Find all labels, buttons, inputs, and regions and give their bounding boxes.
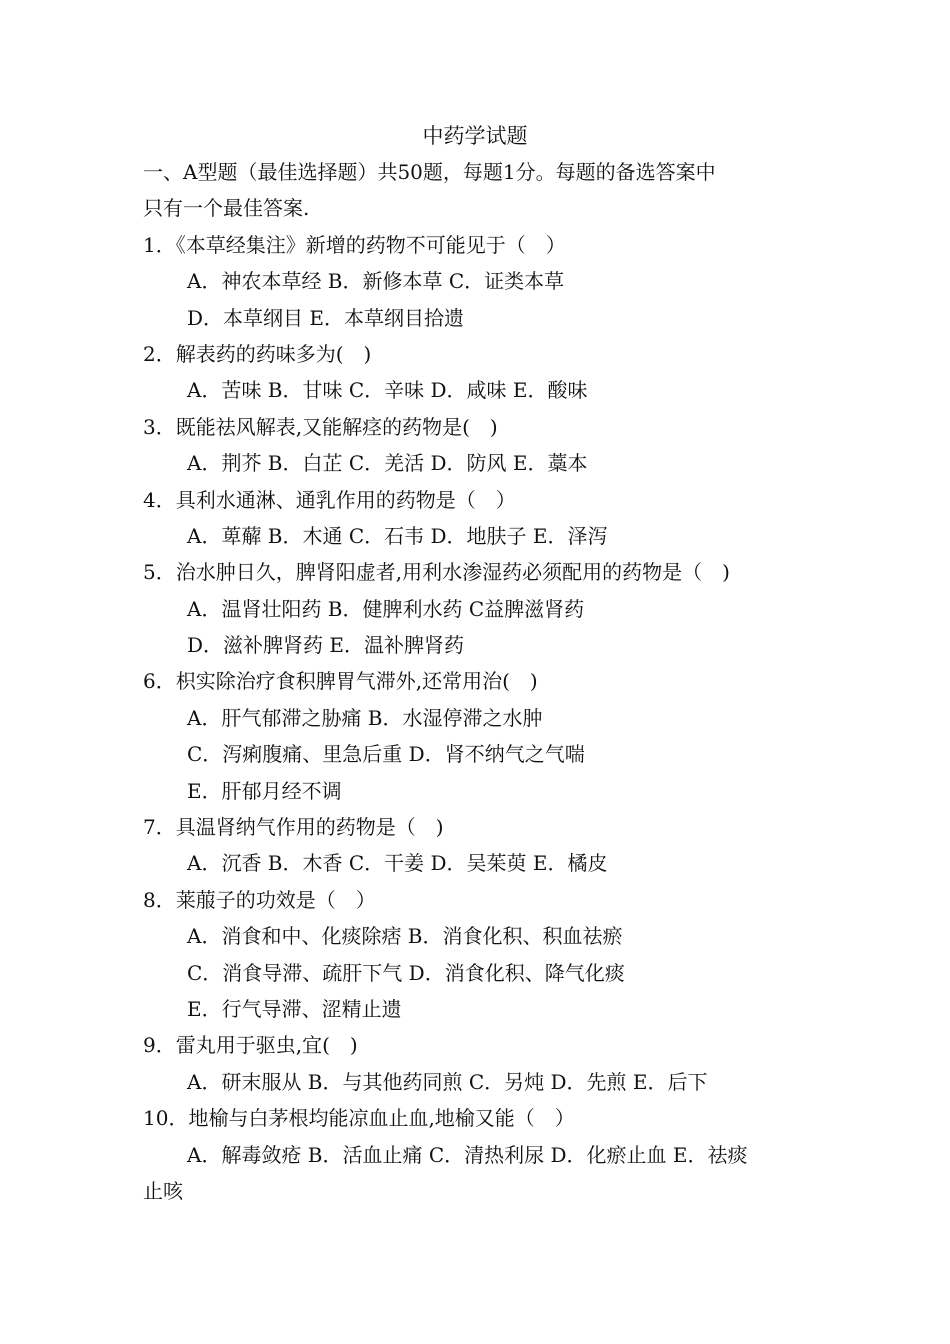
instructions-line-1: 一、A型题（最佳选择题）共50题，每题1分。每题的备选答案中 xyxy=(143,160,716,184)
instructions-line-2: 只有一个最佳答案. xyxy=(143,196,310,221)
question-stem: 5．治水肿日久，脾肾阳虚者,用利水渗湿药必须配用的药物是（ ) xyxy=(143,560,730,585)
question-stem: 6．枳实除治疗食积脾胃气滞外,还常用治( ) xyxy=(143,669,538,694)
answer-options: A．苦味 B．甘味 C．辛味 D．咸味 E．酸味 xyxy=(187,378,588,403)
answer-options: C．消食导滞、疏肝下气 D．消食化积、降气化痰 xyxy=(187,960,625,985)
answer-options: A．肝气郁滞之胁痛 B．水湿停滞之水肿 xyxy=(187,705,543,730)
answer-options: A．研末服从 B．与其他药同煎 C．另炖 D．先煎 E．后下 xyxy=(187,1069,708,1094)
question-stem: 8．莱菔子的功效是（ ） xyxy=(143,887,376,912)
answer-options: A．沉香 B．木香 C．干姜 D．吴茱萸 E．橘皮 xyxy=(187,851,608,876)
answer-options: E．行气导滞、涩精止遗 xyxy=(187,996,402,1021)
answer-options: A．神农本草经 B．新修本草 C．证类本草 xyxy=(187,269,565,294)
page-title: 中药学试题 xyxy=(422,124,528,148)
question-stem: 7．具温肾纳气作用的药物是（ ) xyxy=(143,815,444,840)
question-body xyxy=(143,154,813,1209)
answer-options: E．肝郁月经不调 xyxy=(187,778,342,803)
question-stem: 2．解表药的药味多为( ) xyxy=(143,341,372,366)
answer-options: A．荆芥 B．白芷 C．羌活 D．防风 E．藁本 xyxy=(187,451,588,476)
question-stem: 4．具利水通淋、通乳作用的药物是（ ） xyxy=(143,487,516,512)
answer-options: A．解毒敛疮 B．活血止痛 C．清热利尿 D．化瘀止血 E．祛痰 xyxy=(187,1142,748,1167)
answer-options: A．萆薢 B．木通 C．石韦 D．地肤子 E．泽泻 xyxy=(187,523,608,548)
question-stem: 1．《本草经集注》新增的药物不可能见于（ ） xyxy=(143,232,566,257)
answer-options: D．滋补脾肾药 E．温补脾肾药 xyxy=(187,633,464,658)
answer-options: A．温肾壮阳药 B．健脾利水药 C益脾滋肾药 xyxy=(187,596,585,621)
question-stem: 3．既能祛风解表,又能解痉的药物是( ) xyxy=(143,414,498,439)
answer-options-continuation: 止咳 xyxy=(143,1178,183,1203)
question-stem: 10．地榆与白茅根均能凉血止血,地榆又能（ ） xyxy=(143,1106,575,1131)
answer-options: C．泻痢腹痛、里急后重 D．肾不纳气之气喘 xyxy=(187,742,585,767)
answer-options: D．本草纲目 E．本草纲目拾遗 xyxy=(187,305,464,330)
answer-options: A．消食和中、化痰除痞 B．消食化积、积血祛瘀 xyxy=(187,924,623,949)
question-stem: 9．雷丸用于驱虫,宜( ) xyxy=(143,1033,358,1058)
